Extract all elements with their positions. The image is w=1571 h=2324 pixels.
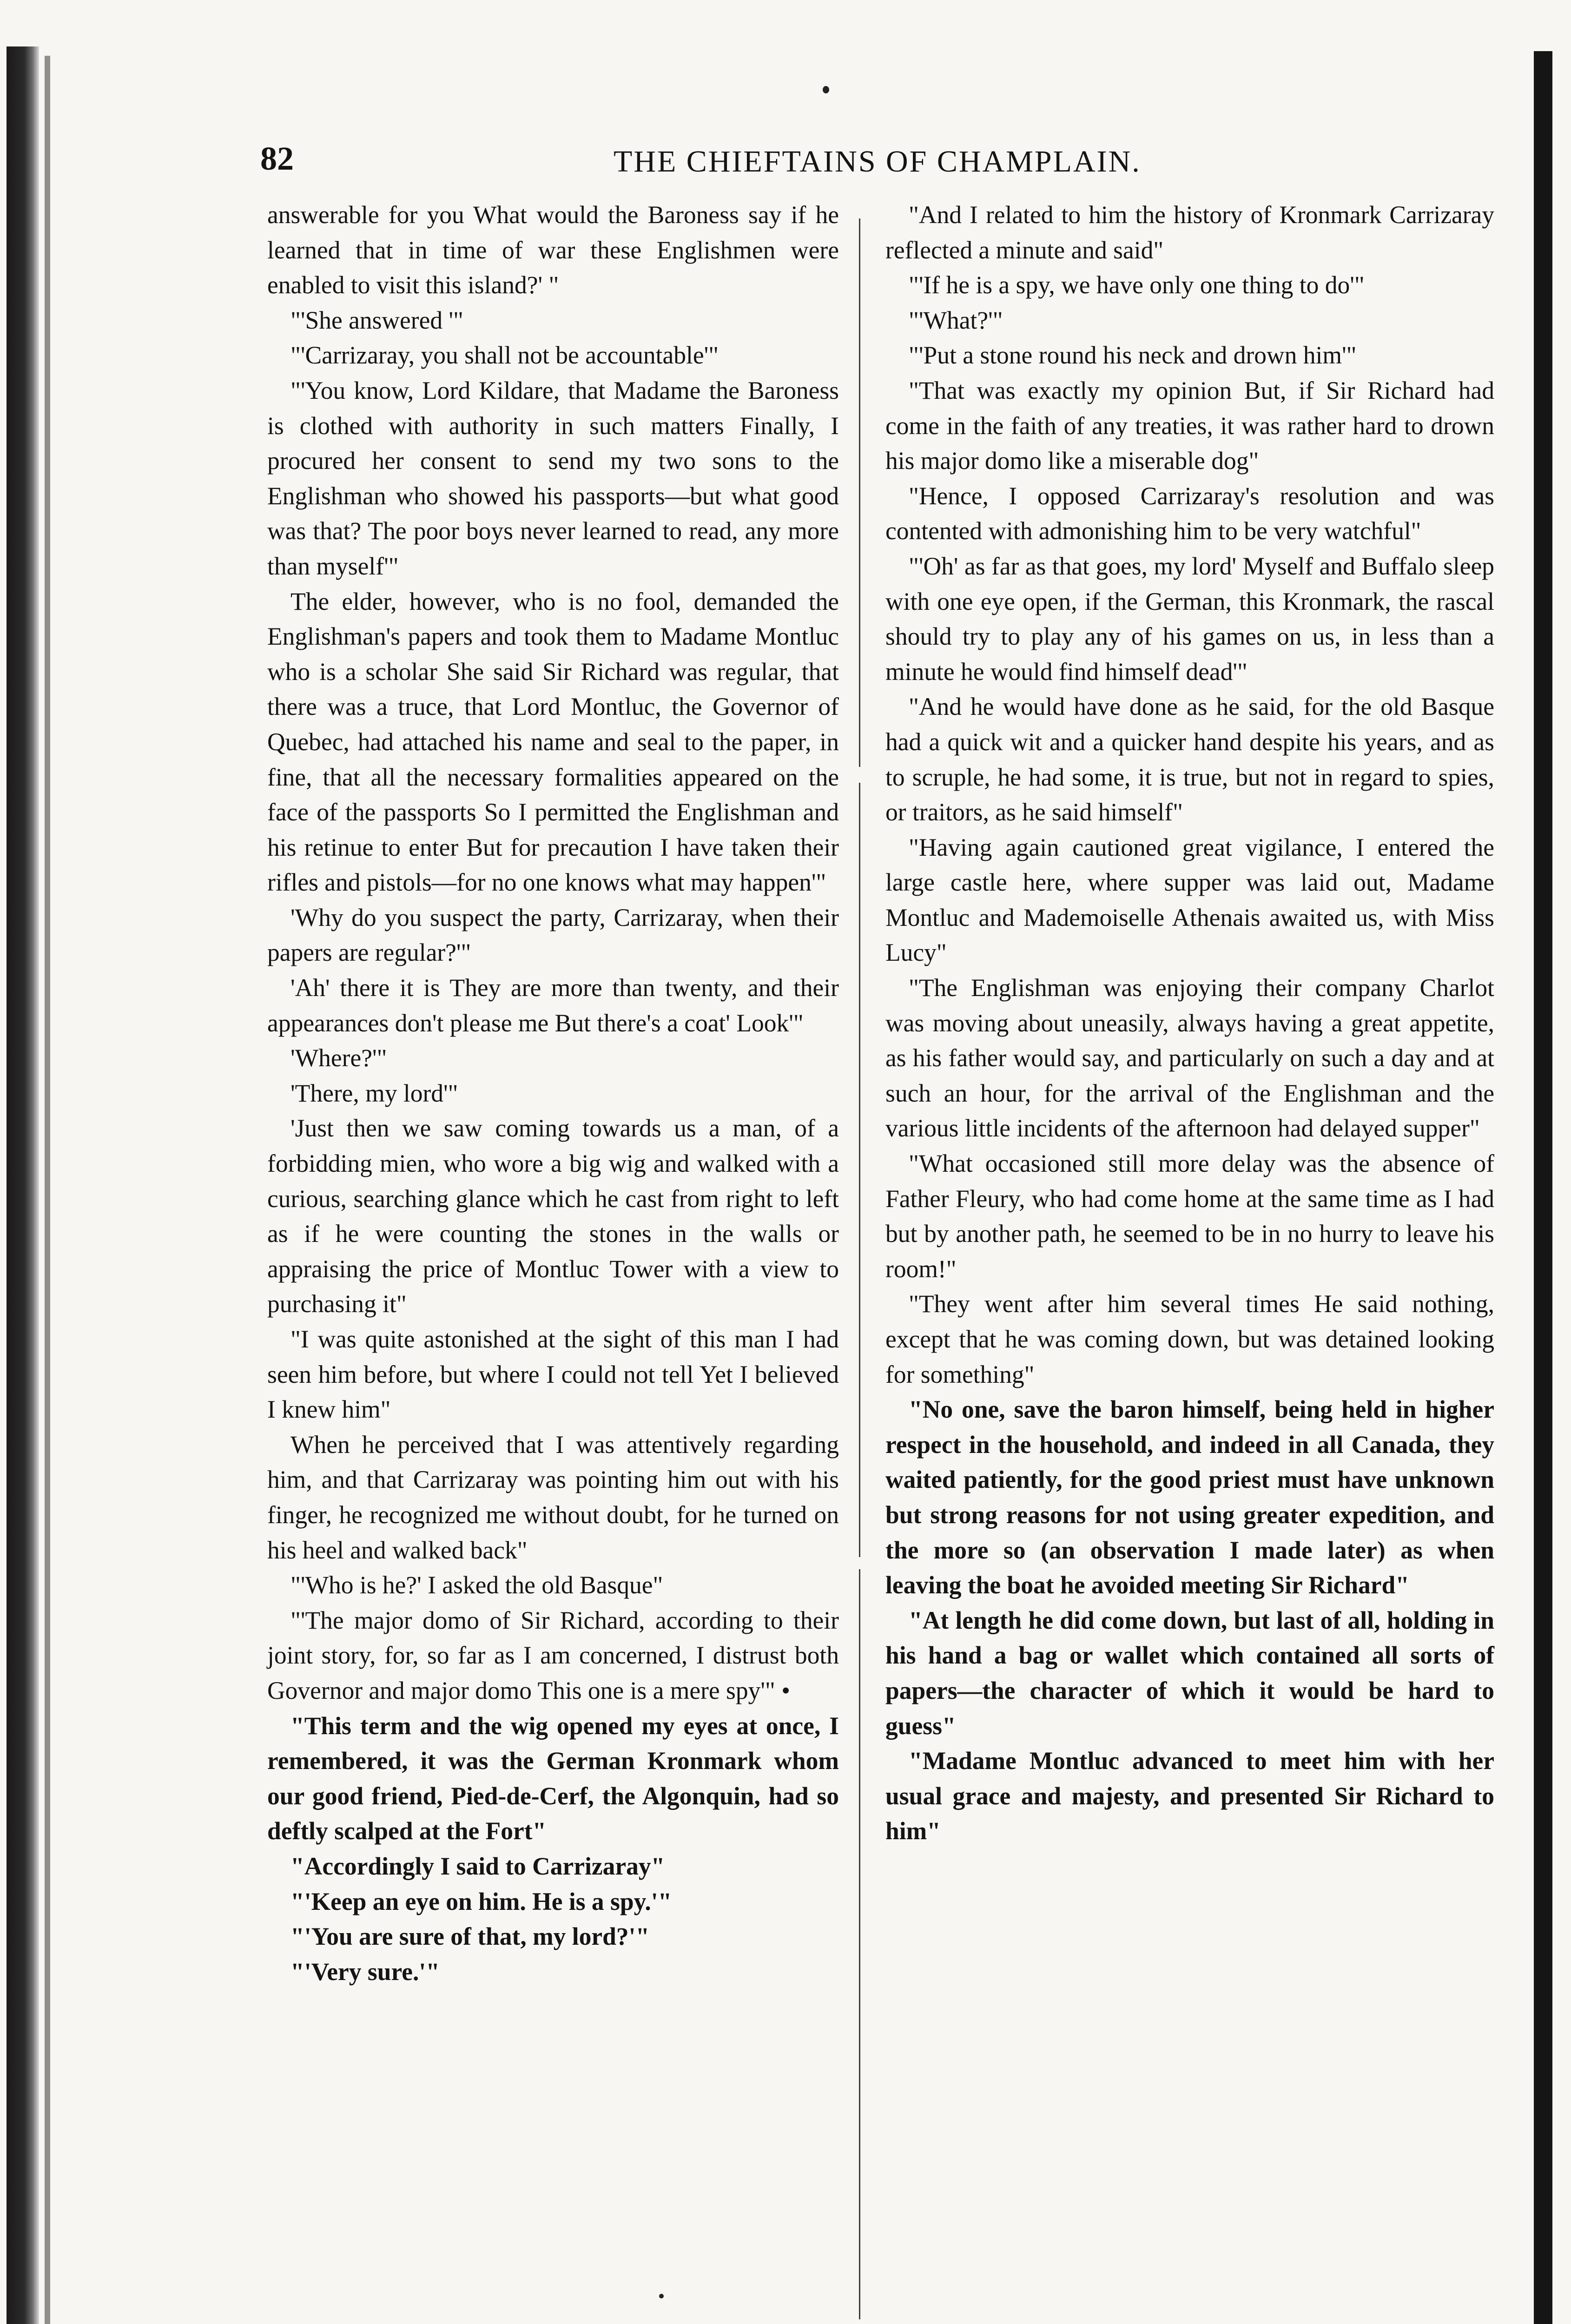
- paragraph: "Madame Montluc advanced to meet him with her usual grace and majesty, and presented Sir Richard to him": [885, 1747, 1494, 1845]
- paragraph: answerable for you What would the Baroness say if he learned that in time of war these Englishmen were enabled to visit this island?' ": [267, 201, 839, 299]
- paragraph: "This term and the wig opened my eyes at once, I remembered, it was the German Kronmark whom our good friend, Pied-de-Cerf, the Algonquin, had so deftly scalped at the Fort": [267, 1711, 839, 1845]
- ink-speck: [659, 2294, 664, 2298]
- paragraph: 'There, my lord'": [290, 1079, 458, 1107]
- binding-edge-left: [45, 56, 50, 2324]
- ink-speck: [823, 86, 829, 93]
- left-column: [267, 198, 839, 2266]
- binding-shadow-right: [1534, 51, 1552, 2324]
- paragraph: "No one, save the baron himself, being held in higher respect in the household, and indeed in all Canada, they waited patiently, for the good priest must have unknown but strong reasons for not using greater expedition, and the more so (an observation I made later) as when leaving the boat he avoided meeting Sir Richard": [885, 1395, 1494, 1599]
- paragraph: "'She answered '": [290, 306, 463, 334]
- page-header: [260, 139, 1525, 191]
- paragraph: "That was exactly my opinion But, if Sir Richard had come in the faith of any treaties, it was rather hard to drown his major domo like a miserable dog": [885, 376, 1494, 475]
- paragraph: "Hence, I opposed Carrizaray's resolution and was contented with admonishing him to be very watchful": [885, 482, 1494, 545]
- paragraph: "'What?'": [909, 306, 1003, 334]
- paragraph: "Accordingly I said to Carrizaray": [290, 1852, 665, 1880]
- paragraph: "'Put a stone round his neck and drown him'": [909, 341, 1357, 370]
- paragraph: "I was quite astonished at the sight of this man I had seen him before, but where I could not tell Yet I believed I knew him": [267, 1325, 839, 1424]
- paragraph: "'Very sure.'": [290, 1957, 440, 1986]
- column-divider: [859, 218, 860, 2319]
- paragraph: "'You are sure of that, my lord?'": [290, 1922, 650, 1951]
- paragraph: "'Who is he?' I asked the old Basque": [290, 1571, 663, 1599]
- paragraph: When he perceived that I was attentively regarding him, and that Carrizaray was pointing him out with his finger, he recognized me without doubt, for he turned on his heel and walked back": [267, 1430, 839, 1564]
- paragraph: "And he would have done as he said, for the old Basque had a quick wit and a quicker hand despite his years, and as to scruple, he had some, it is true, but not in regard to spies, or traitors, as he said himself": [885, 693, 1494, 826]
- running-title: THE CHIEFTAINS OF CHAMPLAIN.: [614, 145, 1141, 178]
- paragraph: "'You know, Lord Kildare, that Madame the Baroness is clothed with authority in such matters Finally, I procured her consent to send my two sons to the Englishman who showed his passports—but what good was that? The poor boys never learned to read, any more than myself'": [267, 376, 839, 580]
- paragraph: 'Where?'": [290, 1044, 387, 1072]
- paragraph: 'Ah' there it is They are more than twenty, and their appearances don't please me But there's a coat' Look'": [267, 974, 839, 1037]
- paragraph: "And I related to him the history of Kronmark Carrizaray reflected a minute and said": [885, 201, 1494, 264]
- right-column: [885, 198, 1494, 2243]
- paragraph: The elder, however, who is no fool, demanded the Englishman's papers and took them to Madame Montluc who is a scholar She said Sir Richard was regular, that there was a truce, that Lord Montluc, the Governor of Quebec, had attached his name and seal to the paper, in fine, that all the necessary formalities appeared on the face of the passports So I permitted the Englishman and his retinue to enter But for precaution I have taken their rifles and pistols—for no one knows what may happen'": [267, 587, 839, 897]
- paragraph: "'Carrizaray, you shall not be accountable'": [290, 341, 719, 370]
- paragraph: "Having again cautioned great vigilance, I entered the large castle here, where supper was laid out, Madame Montluc and Mademoiselle Athenais awaited us, with Miss Lucy": [885, 833, 1494, 967]
- binding-shadow-left: [7, 46, 39, 2324]
- paragraph: "They went after him several times He said nothing, except that he was coming down, but was detained looking for something": [885, 1290, 1494, 1388]
- paragraph: "'If he is a spy, we have only one thing to do'": [909, 271, 1365, 299]
- paragraph: "'The major domo of Sir Richard, according to their joint story, for, so far as I am concerned, I distrust both Governor and major domo This one is a mere spy'" •: [267, 1606, 839, 1704]
- paragraph: "'Keep an eye on him. He is a spy.'": [290, 1887, 672, 1915]
- paragraph: "What occasioned still more delay was the absence of Father Fleury, who had come home at the same time as I had but by another path, he seemed to be in no hurry to leave his room!": [885, 1149, 1494, 1283]
- paragraph: "'Oh' as far as that goes, my lord' Myself and Buffalo sleep with one eye open, if the German, this Kronmark, the rascal should try to play any of his games on us, in less than a minute he would find himself dead'": [885, 552, 1494, 686]
- page-number: 82: [260, 140, 294, 177]
- paragraph: 'Why do you suspect the party, Carrizaray, when their papers are regular?'": [267, 903, 839, 967]
- paragraph: 'Just then we saw coming towards us a man, of a forbidding mien, who wore a big wig and walked with a curious, searching glance which he cast from right to left as if he were counting the stones in the walls or appraising the price of Montluc Tower with a view to purchasing it": [267, 1114, 839, 1318]
- paragraph: "At length he did come down, but last of all, holding in his hand a bag or wallet which contained all sorts of papers—the character of which it would be hard to guess": [885, 1606, 1494, 1740]
- paragraph: "The Englishman was enjoying their company Charlot was moving about uneasily, always having a great appetite, as his father would say, and particularly on such a day and at such an hour, for the arrival of the Englishman and the various little incidents of the afternoon had delayed supper": [885, 974, 1494, 1142]
